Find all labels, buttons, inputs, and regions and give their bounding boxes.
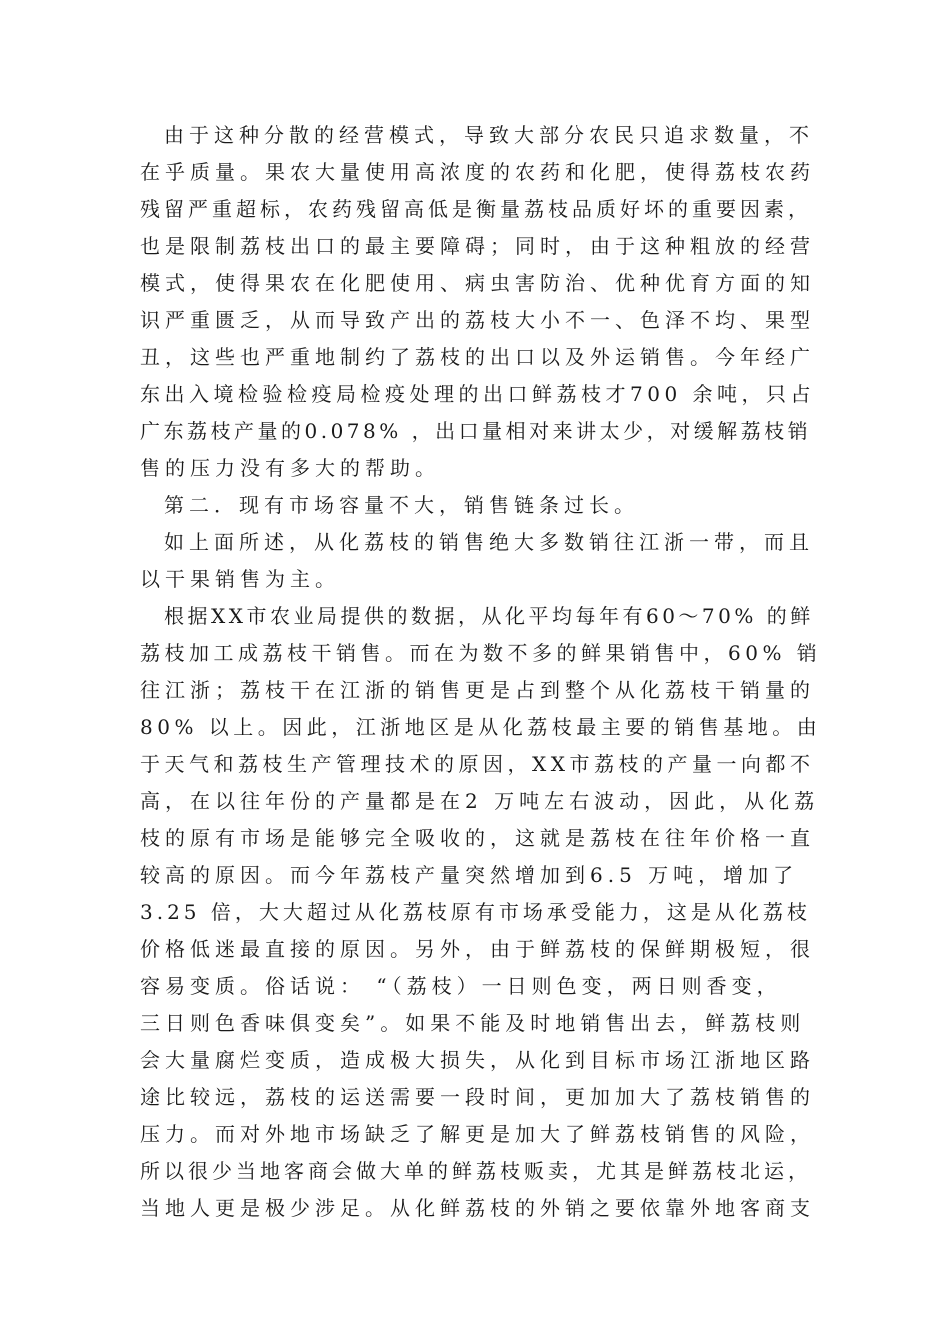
paragraph-line: 容易变质。俗话说： “（荔枝）一日则色变，两日则香变， (140, 974, 782, 998)
paragraph-line: 由于这种分散的经营模式，导致大部分农民只追求数量，不 (164, 123, 814, 147)
paragraph-line: 当地人更是极少涉足。从化鲜荔枝的外销之要依靠外地客商支 (140, 1196, 815, 1220)
paragraph-line: 80% 以上。因此，江浙地区是从化荔枝最主要的销售基地。由 (140, 715, 822, 739)
paragraph-line: 高，在以往年份的产量都是在2 万吨左右波动，因此，从化荔 (140, 789, 820, 813)
paragraph-line: 以干果销售为主。 (140, 567, 340, 591)
paragraph-line: 于天气和荔枝生产管理技术的原因，XX市荔枝的产量一向都不 (140, 752, 815, 776)
paragraph-line: 东出入境检验检疫局检疫处理的出口鲜荔枝才700 余吨，只占 (140, 382, 816, 406)
paragraph-line: 三日则色香味俱变矣”。如果不能及时地销售出去，鲜荔枝则 (140, 1011, 806, 1035)
paragraph-line: 3.25 倍，大大超过从化荔枝原有市场承受能力，这是从化荔枝 (140, 900, 811, 924)
paragraph-line: 在乎质量。果农大量使用高浓度的农药和化肥，使得荔枝农药 (140, 160, 815, 184)
paragraph-line: 根据XX市农业局提供的数据，从化平均每年有60～70% 的鲜 (164, 604, 814, 628)
section-heading: 第二．现有市场容量不大，销售链条过长。 (164, 493, 639, 517)
paragraph-line: 识严重匮乏，从而导致产出的荔枝大小不一、色泽不均、果型 (140, 308, 815, 332)
paragraph-line: 广东荔枝产量的0.078% ，出口量相对来讲太少，对缓解荔枝销 (140, 419, 812, 443)
paragraph-line: 模式，使得果农在化肥使用、病虫害防治、优种优育方面的知 (140, 271, 815, 295)
paragraph-line: 压力。而对外地市场缺乏了解更是加大了鲜荔枝销售的风险， (140, 1122, 815, 1146)
paragraph-line: 往江浙；荔枝干在江浙的销售更是占到整个从化荔枝干销量的 (140, 678, 815, 702)
paragraph-line: 会大量腐烂变质，造成极大损失，从化到目标市场江浙地区路 (140, 1048, 815, 1072)
paragraph-line: 价格低迷最直接的原因。另外，由于鲜荔枝的保鲜期极短，很 (140, 937, 815, 961)
paragraph-line: 途比较远，荔枝的运送需要一段时间，更加加大了荔枝销售的 (140, 1085, 815, 1109)
paragraph-line: 荔枝加工成荔枝干销售。而在为数不多的鲜果销售中，60% 销 (140, 641, 822, 665)
paragraph-line: 较高的原因。而今年荔枝产量突然增加到6.5 万吨，增加了 (140, 863, 799, 887)
paragraph-line: 丑，这些也严重地制约了荔枝的出口以及外运销售。今年经广 (140, 345, 815, 369)
paragraph-line: 也是限制荔枝出口的最主要障碍；同时，由于这种粗放的经营 (140, 234, 815, 258)
paragraph-line: 残留严重超标，农药残留高低是衡量荔枝品质好坏的重要因素， (140, 197, 812, 221)
paragraph-line: 所以很少当地客商会做大单的鲜荔枝贩卖，尤其是鲜荔枝北运， (140, 1159, 812, 1183)
paragraph-line: 售的压力没有多大的帮助。 (140, 456, 440, 480)
paragraph-line: 如上面所述，从化荔枝的销售绝大多数销往江浙一带，而且 (164, 530, 814, 554)
paragraph-line: 枝的原有市场是能够完全吸收的，这就是荔枝在往年价格一直 (140, 826, 815, 850)
